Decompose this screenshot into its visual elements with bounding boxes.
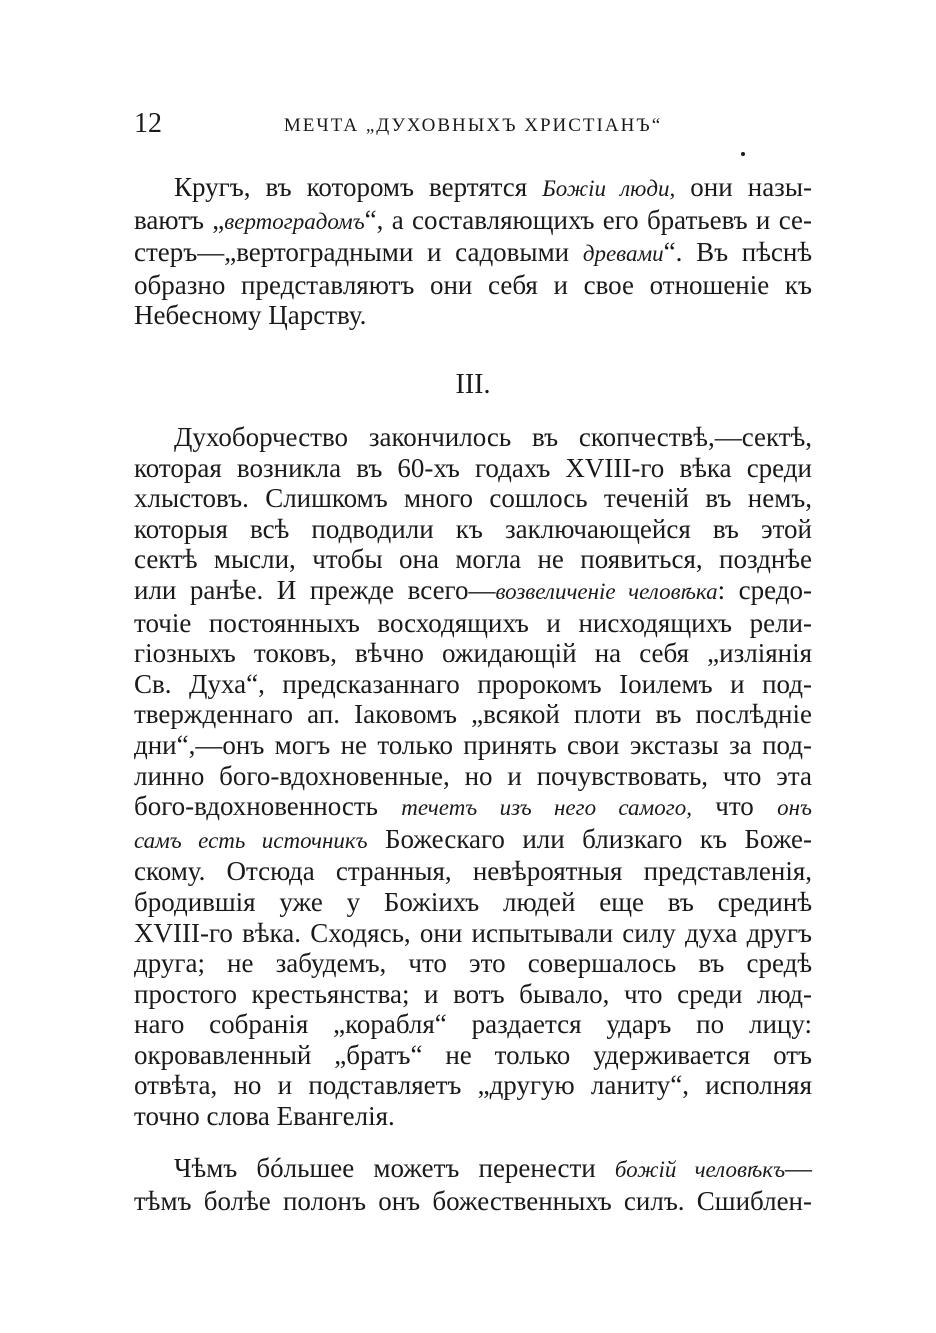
text-line: окровавленный „братъ“ не только удерживается отъ [134, 1039, 812, 1070]
text-line: Духоборчество закончилось въ скопчествѣ,—сектѣ, [174, 422, 812, 452]
italic-term: вертоградомъ [224, 208, 365, 234]
text-line: образно представляютъ они себя и свое отношеніе къ [134, 269, 812, 300]
text-line: ваютъ „вертоградомъ“, а составляющихъ его братьевъ и се- [134, 204, 813, 235]
text-line: точіе постоянныхъ восходящихъ и нисходящихъ рели- [134, 607, 812, 638]
paragraph-2 [134, 422, 812, 1132]
text-line: которыя всѣ подводили къ заключающейся въ этой [134, 513, 812, 544]
text-line: или ранѣе. И прежде всего—возвеличеніе человѣка: средо- [134, 574, 812, 605]
print-speck [741, 152, 745, 156]
text-line: гіозныхъ токовъ, вѣчно ожидающій на себя „изліянія [134, 638, 812, 669]
italic-term: самъ есть источникъ [134, 827, 368, 853]
running-title: МЕЧТА „ДУХОВНЫХЪ ХРИСТІАНЪ“ [283, 115, 663, 136]
text-line: Св. Духа“, предсказаннаго пророкомъ Іоилемъ и под- [134, 668, 812, 699]
text-line: хлыстовъ. Слишкомъ много сошлось теченій въ немъ, [134, 483, 812, 514]
text-line: стеръ—„вертоградными и садовыми древами“. Въ пѣснѣ [134, 237, 812, 268]
text-line: друга; не забудемъ, что это совершалось въ средѣ [134, 948, 812, 979]
text-line: Кругъ, въ которомъ вертятся Божіи люди, они назы- [174, 172, 812, 202]
paragraph-1 [134, 172, 812, 331]
italic-term: онъ [777, 795, 812, 821]
italic-term: древами [582, 241, 664, 267]
text-line: сектѣ мысли, чтобы она могла не появиться, позднѣе [134, 544, 812, 575]
text-line: наго собранія „корабля“ раздается ударъ по лицу: [134, 1009, 812, 1040]
text-line: тѣмъ болѣе полонъ онъ божественныхъ силъ. Сшиблен- [134, 1185, 812, 1216]
page-number: 12 [134, 108, 162, 139]
text-line: линно бого-вдохновенные, но и почувствовать, что эта [134, 760, 812, 791]
text-line: твержденнаго ап. Іаковомъ „всякой плоти въ послѣдніе [134, 699, 812, 730]
text-line: самъ есть источникъ Божескаго или близкаго къ Боже- [134, 823, 812, 854]
text-line: XVIII-го вѣка. Сходясь, они испытывали силу духа другъ [134, 917, 812, 948]
italic-term: возвеличеніе человѣка [495, 578, 718, 604]
italic-term: божій человѣкъ [614, 1157, 786, 1182]
text-line: которая возникла въ 60-хъ годахъ XVIII-го вѣка среди [134, 452, 812, 483]
paragraph-3 [134, 1153, 812, 1216]
text-line: бродившія уже у Божіихъ людей еще въ срединѣ [134, 886, 812, 917]
text-line: простого крестьянства; и вотъ бывало, что среди люд- [134, 978, 812, 1009]
section-heading: III. [455, 369, 491, 400]
italic-term: Божіи люди, [542, 176, 676, 201]
text-line: отвѣта, но и подставляетъ „другую ланиту“, исполняя [134, 1070, 812, 1101]
text-line: бого-вдохновенность течетъ изъ него самого, что онъ [134, 791, 812, 822]
text-line: Небесному Царству. [134, 300, 367, 331]
text-line: Чѣмъ бóльшее можетъ перенести божій человѣкъ— [174, 1153, 813, 1183]
italic-term: течетъ изъ него самого, [401, 795, 692, 821]
text-line: дни“,—онъ могъ не только принять свои экстазы за под- [134, 729, 812, 760]
running-head [134, 104, 812, 144]
text-line: точно слова Евангелія. [134, 1101, 395, 1132]
text-line: скому. Отсюда странныя, невѣроятныя представленія, [134, 856, 812, 887]
